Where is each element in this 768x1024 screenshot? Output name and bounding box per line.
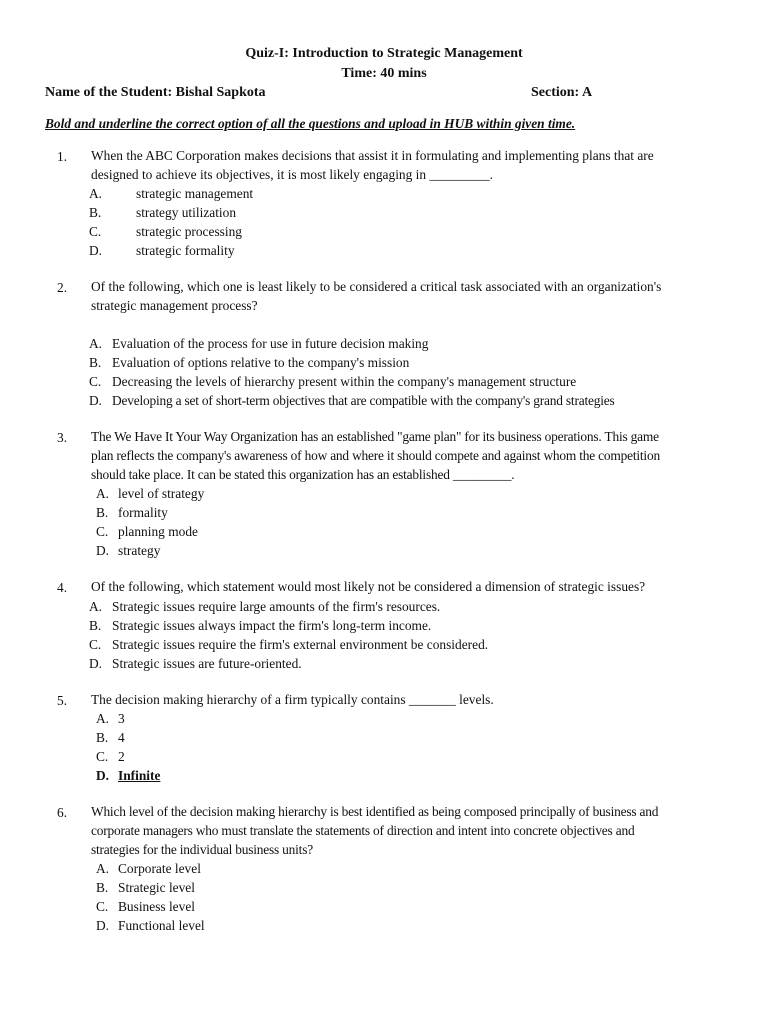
option-letter: D. [96, 543, 110, 558]
option-a[interactable] [96, 485, 204, 504]
option-text: Developing a set of short-term objectives that are compatible with the company's grand strategies [112, 393, 615, 408]
question-number: 6. [57, 805, 68, 820]
question-line: corporate managers who must translate the statements of direction and intent into concrete objectives and [91, 822, 635, 838]
option-text: 3 [118, 711, 125, 726]
option-text: Evaluation of options relative to the company's mission [112, 355, 410, 370]
option-text: Functional level [118, 918, 205, 933]
option-letter: D. [89, 656, 103, 671]
option-text: Strategic level [118, 880, 195, 895]
question-line: The We Have It Your Way Organization has an established "game plan" for its business operations. This game [91, 429, 659, 444]
question-text [91, 278, 731, 316]
option-letter: D. [96, 918, 110, 933]
option-b[interactable] [89, 354, 409, 373]
question-line: strategic management process? [91, 297, 258, 313]
option-text: Infinite [118, 768, 161, 783]
option-d[interactable] [96, 917, 205, 936]
option-text: 4 [118, 730, 125, 745]
option-text: strategy utilization [136, 205, 237, 220]
option-text: Evaluation of the process for use in future decision making [112, 336, 429, 351]
question-line: Which level of the decision making hierarchy is best identified as being composed principally of business and [91, 804, 659, 819]
question-number: 3. [57, 430, 68, 445]
option-d-selected-answer[interactable] [96, 767, 160, 786]
option-letter: A. [89, 186, 103, 201]
question-line: The decision making hierarchy of a firm typically contains _______ levels. [91, 692, 494, 707]
option-letter: C. [89, 637, 102, 652]
question-number: 4. [57, 580, 68, 595]
option-d[interactable] [89, 392, 614, 411]
option-letter: A. [96, 861, 110, 876]
option-c[interactable] [96, 523, 198, 542]
option-a[interactable] [89, 185, 253, 204]
option-b[interactable] [96, 879, 195, 898]
option-letter: D. [96, 768, 110, 783]
option-text: planning mode [118, 524, 198, 539]
option-c[interactable] [89, 636, 488, 655]
option-letter: A. [89, 599, 103, 614]
option-letter: B. [96, 880, 109, 895]
option-letter: B. [89, 618, 102, 633]
option-text: strategic formality [136, 243, 235, 258]
option-d[interactable] [96, 542, 160, 561]
option-letter: C. [96, 524, 109, 539]
option-c[interactable] [89, 373, 576, 392]
option-text: Corporate level [118, 861, 201, 876]
option-text: strategic processing [136, 224, 242, 239]
option-b[interactable] [96, 504, 168, 523]
instruction-text: Bold and underline the correct option of all the questions and upload in HUB within given time. [45, 116, 576, 131]
question-text [91, 428, 731, 484]
option-b[interactable] [96, 729, 125, 748]
option-c[interactable] [96, 748, 125, 767]
question-line: designed to achieve its objectives, it is most likely engaging in _________. [91, 166, 494, 182]
option-text: strategic management [136, 186, 254, 201]
option-text: strategy [118, 543, 161, 558]
section-label: Section: A [531, 85, 593, 100]
option-letter: A. [89, 336, 103, 351]
option-d[interactable] [89, 655, 302, 674]
question-line: plan reflects the company's awareness of how and where it should compete and against whom the competition [91, 447, 660, 463]
option-a[interactable] [96, 710, 125, 729]
option-text: 2 [118, 749, 125, 764]
option-a[interactable] [89, 335, 428, 354]
option-letter: B. [89, 355, 102, 370]
quiz-time: Time: 40 mins [341, 66, 427, 81]
question-line: strategies for the individual business units? [91, 841, 313, 857]
option-c[interactable] [96, 898, 195, 917]
question-number: 5. [57, 693, 68, 708]
option-letter: D. [89, 243, 103, 258]
option-a[interactable] [89, 598, 440, 617]
question-line: Of the following, which one is least likely to be considered a critical task associated with an organization's [91, 279, 662, 294]
option-letter: A. [96, 486, 110, 501]
option-a[interactable] [96, 860, 201, 879]
option-text: formality [118, 505, 168, 520]
option-letter: C. [96, 749, 109, 764]
question-text [91, 691, 731, 710]
question-number: 1. [57, 149, 68, 164]
option-text: Strategic issues require the firm's external environment be considered. [112, 637, 489, 652]
option-text: Strategic issues always impact the firm's long-term income. [112, 618, 432, 633]
option-b[interactable] [89, 617, 431, 636]
option-c[interactable] [89, 223, 242, 242]
option-letter: B. [96, 505, 109, 520]
option-text: Decreasing the levels of hierarchy present within the company's management structure [112, 374, 577, 389]
option-text: Business level [118, 899, 195, 914]
option-letter: C. [96, 899, 109, 914]
option-text: level of strategy [118, 486, 205, 501]
option-letter: B. [89, 205, 102, 220]
option-text: Strategic issues are future-oriented. [112, 656, 302, 671]
question-text [91, 147, 731, 185]
question-line: Of the following, which statement would most likely not be considered a dimension of strategic issues? [91, 579, 646, 594]
option-text: Strategic issues require large amounts of the firm's resources. [112, 599, 441, 614]
question-line: should take place. It can be stated this organization has an established _________. [91, 466, 515, 482]
option-letter: C. [89, 374, 102, 389]
question-number: 2. [57, 280, 68, 295]
quiz-title: Quiz-I: Introduction to Strategic Management [245, 46, 523, 61]
option-letter: D. [89, 393, 102, 408]
question-text [91, 578, 731, 597]
option-d[interactable] [89, 242, 235, 261]
question-line: When the ABC Corporation makes decisions that assist it in formulating and implementing plans that are [91, 148, 654, 163]
student-name: Name of the Student: Bishal Sapkota [45, 85, 266, 100]
option-letter: A. [96, 711, 110, 726]
option-letter: B. [96, 730, 109, 745]
question-text [91, 803, 731, 859]
option-letter: C. [89, 224, 102, 239]
option-b[interactable] [89, 204, 236, 223]
